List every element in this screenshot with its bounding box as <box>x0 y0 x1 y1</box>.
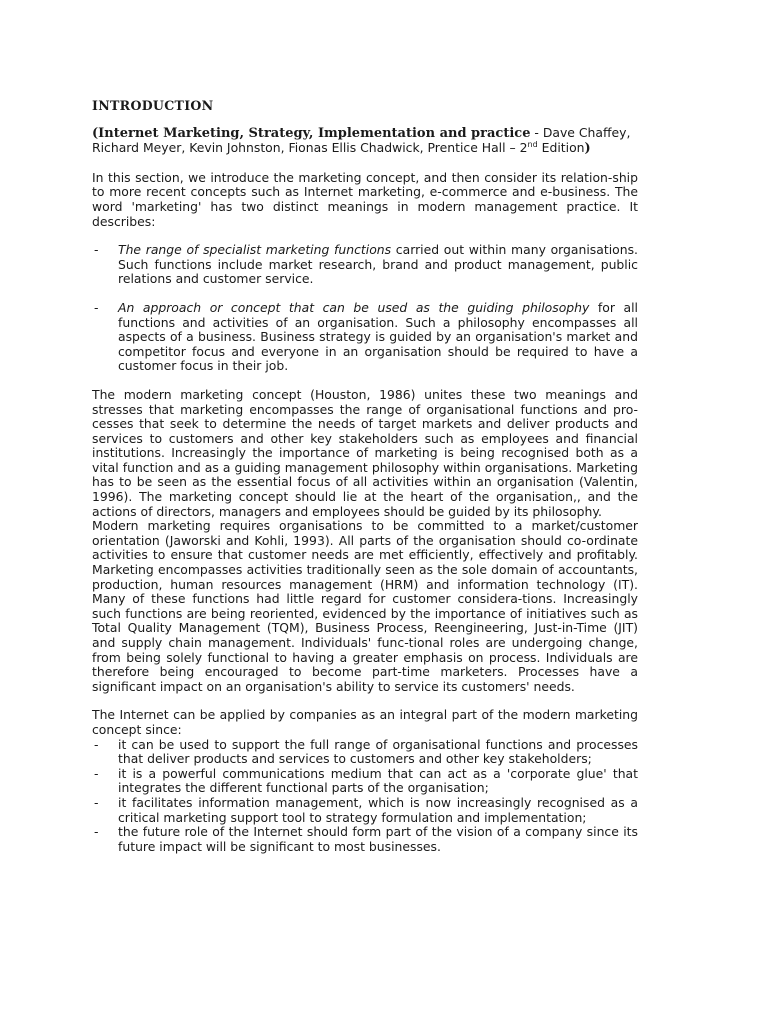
citation-superscript: nd <box>527 140 538 150</box>
list-item <box>92 825 638 854</box>
list-item-text: it is a powerful communications medium that can act as a 'corporate glue' that integrates the different functional parts of the organisation; <box>118 765 638 796</box>
meanings-list <box>92 243 638 374</box>
citation-open-paren: ( <box>92 125 99 141</box>
dash-bullet: - <box>94 242 99 258</box>
meaning-description: carried out within many organisations. Such functions include market research, brand and product management, public relations and customer service. <box>118 242 638 287</box>
list-item-text: it facilitates information management, which is now increasingly recognised as a critical marketing support tool to strategy formulation and implementation; <box>118 794 638 825</box>
internet-intro-paragraph: The Internet can be applied by companies as an integral part of the modern marketing concept since: <box>92 707 638 737</box>
dash-bullet: - <box>94 765 99 781</box>
dash-bullet: - <box>94 736 99 752</box>
list-item-text: it can be used to support the full range of organisational functions and processes that deliver products and services to customers and other key stakeholders; <box>118 736 638 767</box>
document-page <box>92 99 638 854</box>
citation-close-paren: ) <box>584 141 591 157</box>
list-item <box>92 301 638 374</box>
list-item <box>92 738 638 767</box>
body-paragraph: The modern marketing concept (Houston, 1986) unites these two meanings and stresses that marketing encompasses the range of organisational functions and pro-cesses that seek to determine the needs of target markets and deliver products and services to customers and other key stakeholders such as employees and financial institutions. Increasingly the importance of marketing is being recognised both as a vital function and as a guiding management philosophy within organisations. Marketing has to be seen as the essential focus of all activities within an organisation (Valentin, 1996). The marketing concept should lie at the heart of the organisation,, and the actions of directors, managers and employees should be guided by its philosophy. <box>92 386 638 519</box>
dash-bullet: - <box>94 299 99 315</box>
body-paragraph: Modern marketing requires organisations to be committed to a market/customer orientation (Jaworski and Kohli, 1993). All parts of the organisation should co-ordinate activities to ensure that customer needs are met efficiently, effectively and profitably. Marketing encompasses activities traditionally seen as the sole domain of accountants, production, human resources management (HRM) and information technology (IT). Many of these functions had little regard for customer considera-tions. Increasingly such functions are being reoriented, evidenced by the importance of initiatives such as Total Quality Management (TQM), Business Process, Reengineering, Just-in-Time (JIT) and supply chain management. Individuals' func-tional roles are undergoing change, from being solely functional to having a greater emphasis on process. Individuals are therefore being encouraged to become part-time marketers. Processes have a significant impact on an organisation's ability to service its customers' needs. <box>92 518 638 694</box>
citation-title: Internet Marketing, Strategy, Implementation and practice <box>98 125 531 141</box>
list-item-text: the future role of the Internet should form part of the vision of a company since its future impact will be significant to most businesses. <box>118 824 638 854</box>
list-item <box>92 767 638 796</box>
meaning-italic-phrase: The range of specialist marketing functions <box>118 242 392 258</box>
list-item <box>92 243 638 287</box>
meaning-description: for all functions and activities of an organisation. Such a philosophy encompasses all aspects of a business. Business strategy is guided by an organisation's market and competitor focus and everyone in an organisation should be required to have a customer focus in their job. <box>118 299 638 374</box>
book-citation <box>92 126 638 157</box>
dash-bullet: - <box>94 824 99 840</box>
internet-points-list <box>92 738 638 855</box>
list-item <box>92 796 638 825</box>
dash-bullet: - <box>94 794 99 810</box>
citation-edition: Edition <box>537 140 585 156</box>
meaning-italic-phrase: An approach or concept that can be used as the guiding philosophy <box>118 299 590 315</box>
citation-authors: - Dave Chaffey, Richard Meyer, Kevin Johnston, Fionas Ellis Chadwick, Prentice Hall – 2 <box>92 124 631 156</box>
intro-paragraph: In this section, we introduce the marketing concept, and then consider its relation-ship to more recent concepts such as Internet marketing, e-commerce and e-business. The word 'marketing' has two distinct meanings in modern management practice. It describes: <box>92 169 638 229</box>
section-heading: INTRODUCTION <box>92 98 214 113</box>
